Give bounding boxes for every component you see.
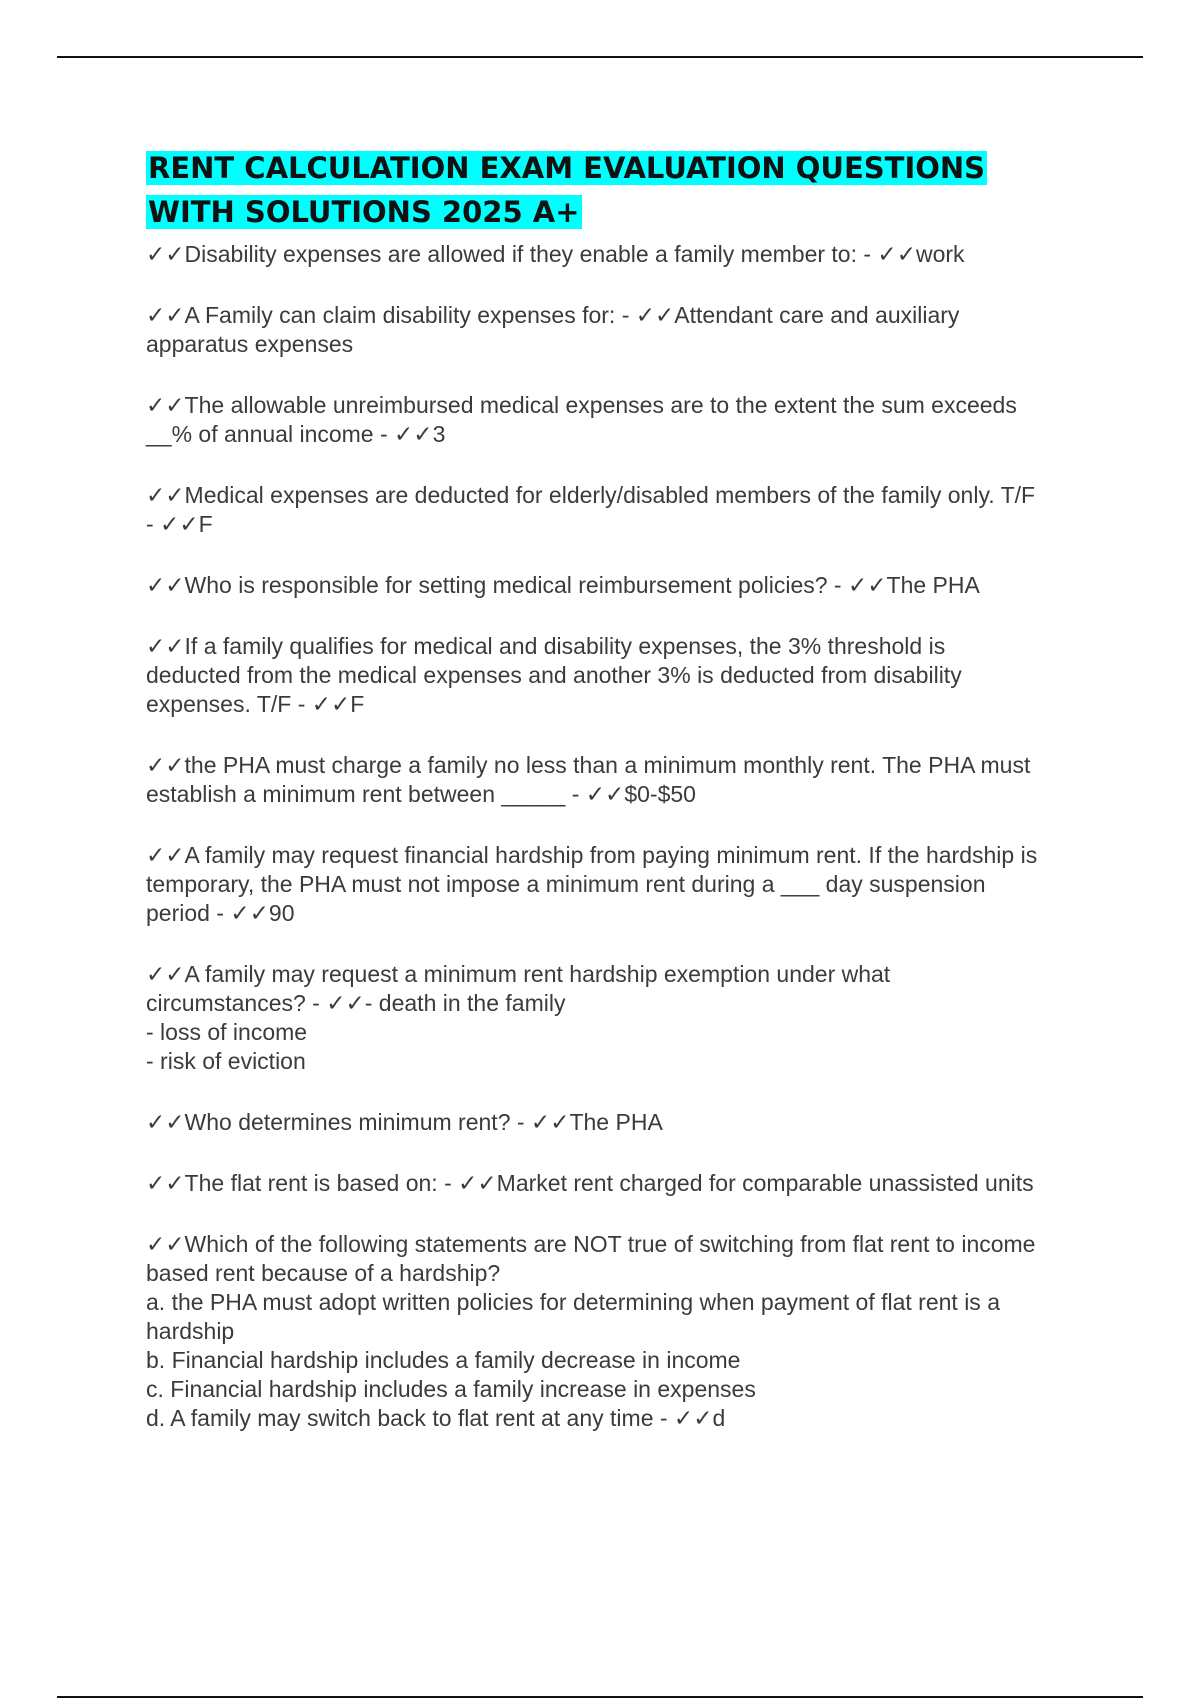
qa-item (146, 301, 1096, 359)
page-title (146, 146, 1096, 234)
qa-line: establish a minimum rent between _____ - ✓✓$0-$50 (146, 781, 696, 807)
qa-list (146, 240, 1096, 1433)
qa-item (146, 571, 1096, 600)
qa-line: - loss of income (146, 1019, 308, 1045)
qa-line: ✓✓The flat rent is based on: - ✓✓Market rent charged for comparable unassisted units (146, 1170, 1034, 1196)
qa-item (146, 841, 1096, 928)
qa-line: ✓✓Which of the following statements are NOT true of switching from flat rent to income (146, 1231, 1036, 1257)
qa-line: ✓✓A family may request financial hardship from paying minimum rent. If the hardship is (146, 842, 1038, 868)
qa-line: ✓✓Who is responsible for setting medical reimbursement policies? - ✓✓The PHA (146, 572, 980, 598)
qa-line: c. Financial hardship includes a family increase in expenses (146, 1376, 756, 1402)
qa-line: based rent because of a hardship? (146, 1260, 501, 1286)
qa-line: ✓✓If a family qualifies for medical and disability expenses, the 3% threshold is (146, 633, 946, 659)
title-line-2: WITH SOLUTIONS 2025 A+ (148, 195, 580, 229)
qa-line: ✓✓Who determines minimum rent? - ✓✓The PHA (146, 1109, 663, 1135)
document-body (146, 146, 1096, 1465)
qa-line: b. Financial hardship includes a family decrease in income (146, 1347, 741, 1373)
qa-item (146, 1169, 1096, 1198)
qa-line: ✓✓A Family can claim disability expenses for: - ✓✓Attendant care and auxiliary (146, 302, 960, 328)
top-rule (57, 56, 1143, 58)
qa-item (146, 391, 1096, 449)
qa-item (146, 481, 1096, 539)
title-line-1: RENT CALCULATION EXAM EVALUATION QUESTIONS (148, 151, 986, 185)
qa-line: apparatus expenses (146, 331, 354, 357)
qa-line: deducted from the medical expenses and another 3% is deducted from disability (146, 662, 962, 688)
qa-line: circumstances? - ✓✓- death in the family (146, 990, 566, 1016)
qa-line: temporary, the PHA must not impose a minimum rent during a ___ day suspension (146, 871, 986, 897)
qa-line: hardship (146, 1318, 235, 1344)
qa-item (146, 960, 1096, 1076)
bottom-rule (57, 1696, 1143, 1698)
qa-line: ✓✓A family may request a minimum rent hardship exemption under what (146, 961, 891, 987)
qa-line: a. the PHA must adopt written policies for determining when payment of flat rent is a (146, 1289, 1000, 1315)
qa-line: ✓✓Medical expenses are deducted for elderly/disabled members of the family only. T/F (146, 482, 1036, 508)
qa-line: ✓✓The allowable unreimbursed medical expenses are to the extent the sum exceeds (146, 392, 1017, 418)
qa-line: period - ✓✓90 (146, 900, 295, 926)
qa-line: d. A family may switch back to flat rent at any time - ✓✓d (146, 1405, 726, 1431)
qa-line: - ✓✓F (146, 511, 213, 537)
qa-line: expenses. T/F - ✓✓F (146, 691, 365, 717)
qa-item (146, 1108, 1096, 1137)
qa-line: __% of annual income - ✓✓3 (146, 421, 446, 447)
qa-item (146, 632, 1096, 719)
qa-item (146, 751, 1096, 809)
qa-line: ✓✓Disability expenses are allowed if they enable a family member to: - ✓✓work (146, 241, 965, 267)
qa-line: ✓✓the PHA must charge a family no less than a minimum monthly rent. The PHA must (146, 752, 1031, 778)
qa-item (146, 1230, 1096, 1433)
qa-item (146, 240, 1096, 269)
qa-line: - risk of eviction (146, 1048, 306, 1074)
